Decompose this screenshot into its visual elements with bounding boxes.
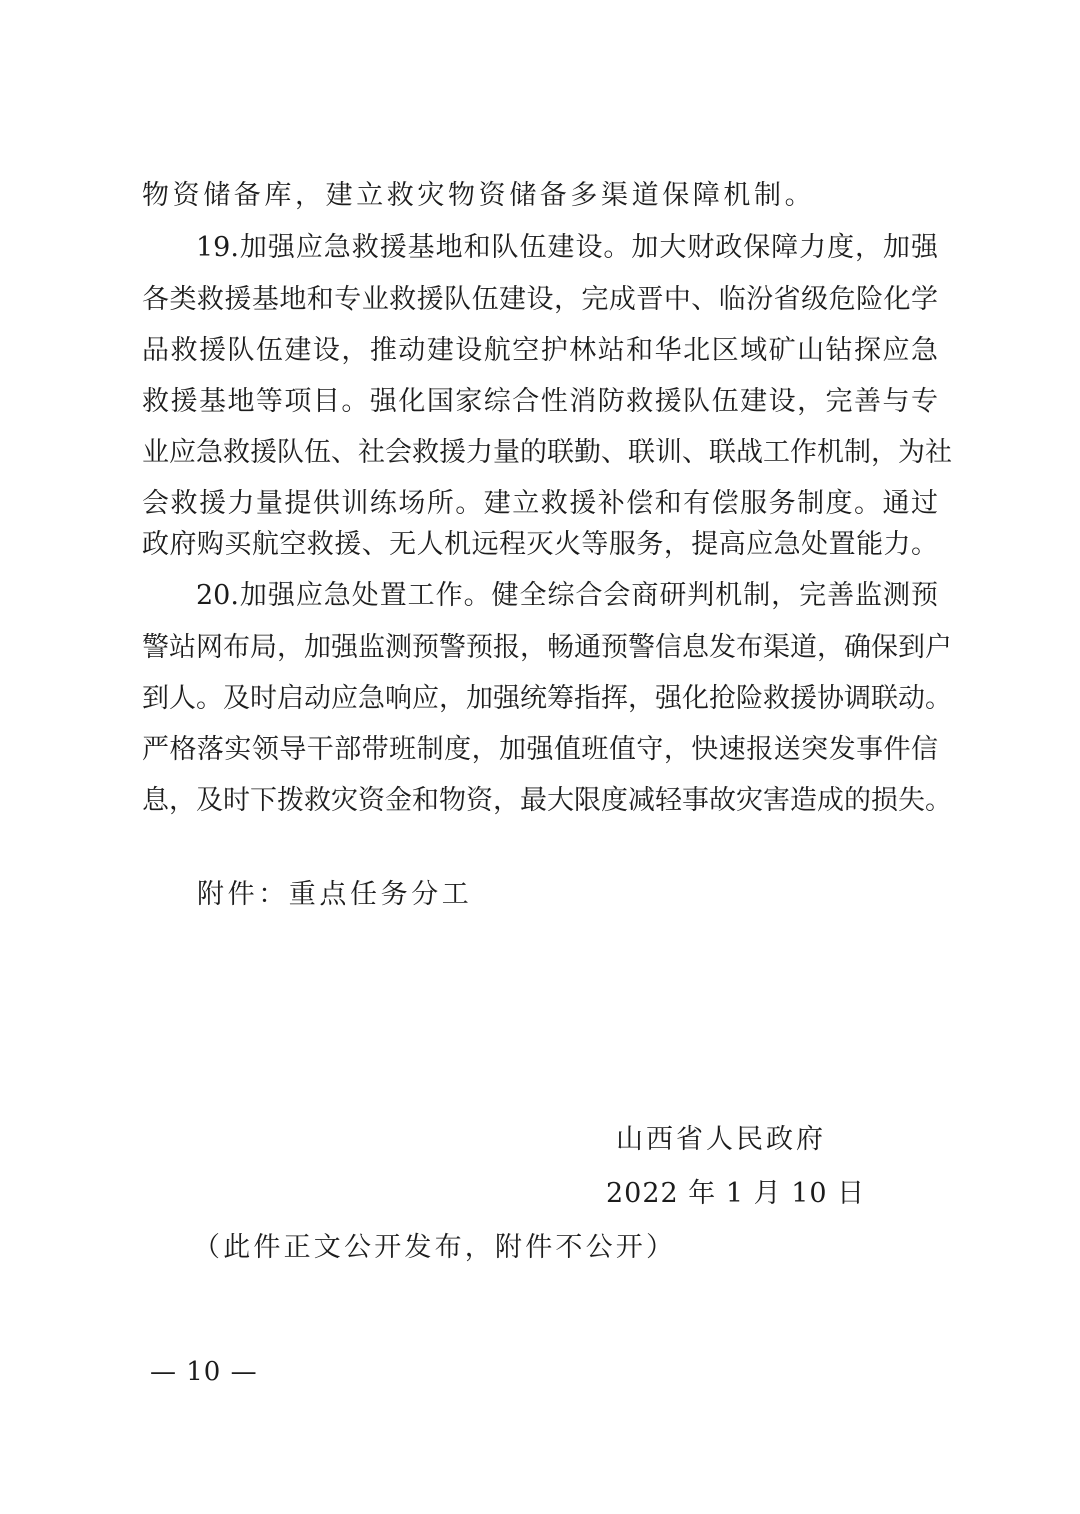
item-19-heading-line: 19.加强应急救援基地和队伍建设。加大财政保障力度，加强	[196, 232, 938, 263]
body-line: 警站网布局，加强监测预警预报，畅通预警信息发布渠道，确保到户	[142, 632, 952, 663]
item-20-heading-line: 20.加强应急处置工作。健全综合会商研判机制，完善监测预	[196, 580, 938, 611]
body-line: 到人。及时启动应急响应，加强统筹指挥，强化抢险救援协调联动。	[142, 683, 952, 714]
publication-note: （此件正文公开发布，附件不公开）	[193, 1232, 677, 1263]
body-line: 业应急救援队伍、社会救援力量的联勤、联训、联战工作机制，为社	[142, 437, 952, 468]
issue-date: 2022 年 1 月 10 日	[606, 1178, 866, 1209]
page-number: — 10 —	[150, 1357, 258, 1387]
body-line: 品救援队伍建设，推动建设航空护林站和华北区域矿山钻探应急	[142, 335, 938, 366]
body-line: 息，及时下拨救灾资金和物资，最大限度减轻事故灾害造成的损失。	[142, 785, 952, 816]
body-line: 严格落实领导干部带班制度，加强值班值守，快速报送突发事件信	[142, 734, 938, 765]
attachment-label: 附件：重点任务分工	[197, 879, 473, 910]
issuer-signature: 山西省人民政府	[616, 1124, 826, 1155]
body-line: 物资储备库，建立救灾物资储备多渠道保障机制。	[142, 180, 816, 211]
body-line: 政府购买航空救援、无人机远程灭火等服务，提高应急处置能力。	[142, 529, 938, 560]
body-line: 救援基地等项目。强化国家综合性消防救援队伍建设，完善与专	[142, 386, 938, 417]
body-line: 会救援力量提供训练场所。建立救援补偿和有偿服务制度。通过	[142, 488, 938, 519]
body-line: 各类救援基地和专业救援队伍建设，完成晋中、临汾省级危险化学	[142, 284, 938, 315]
